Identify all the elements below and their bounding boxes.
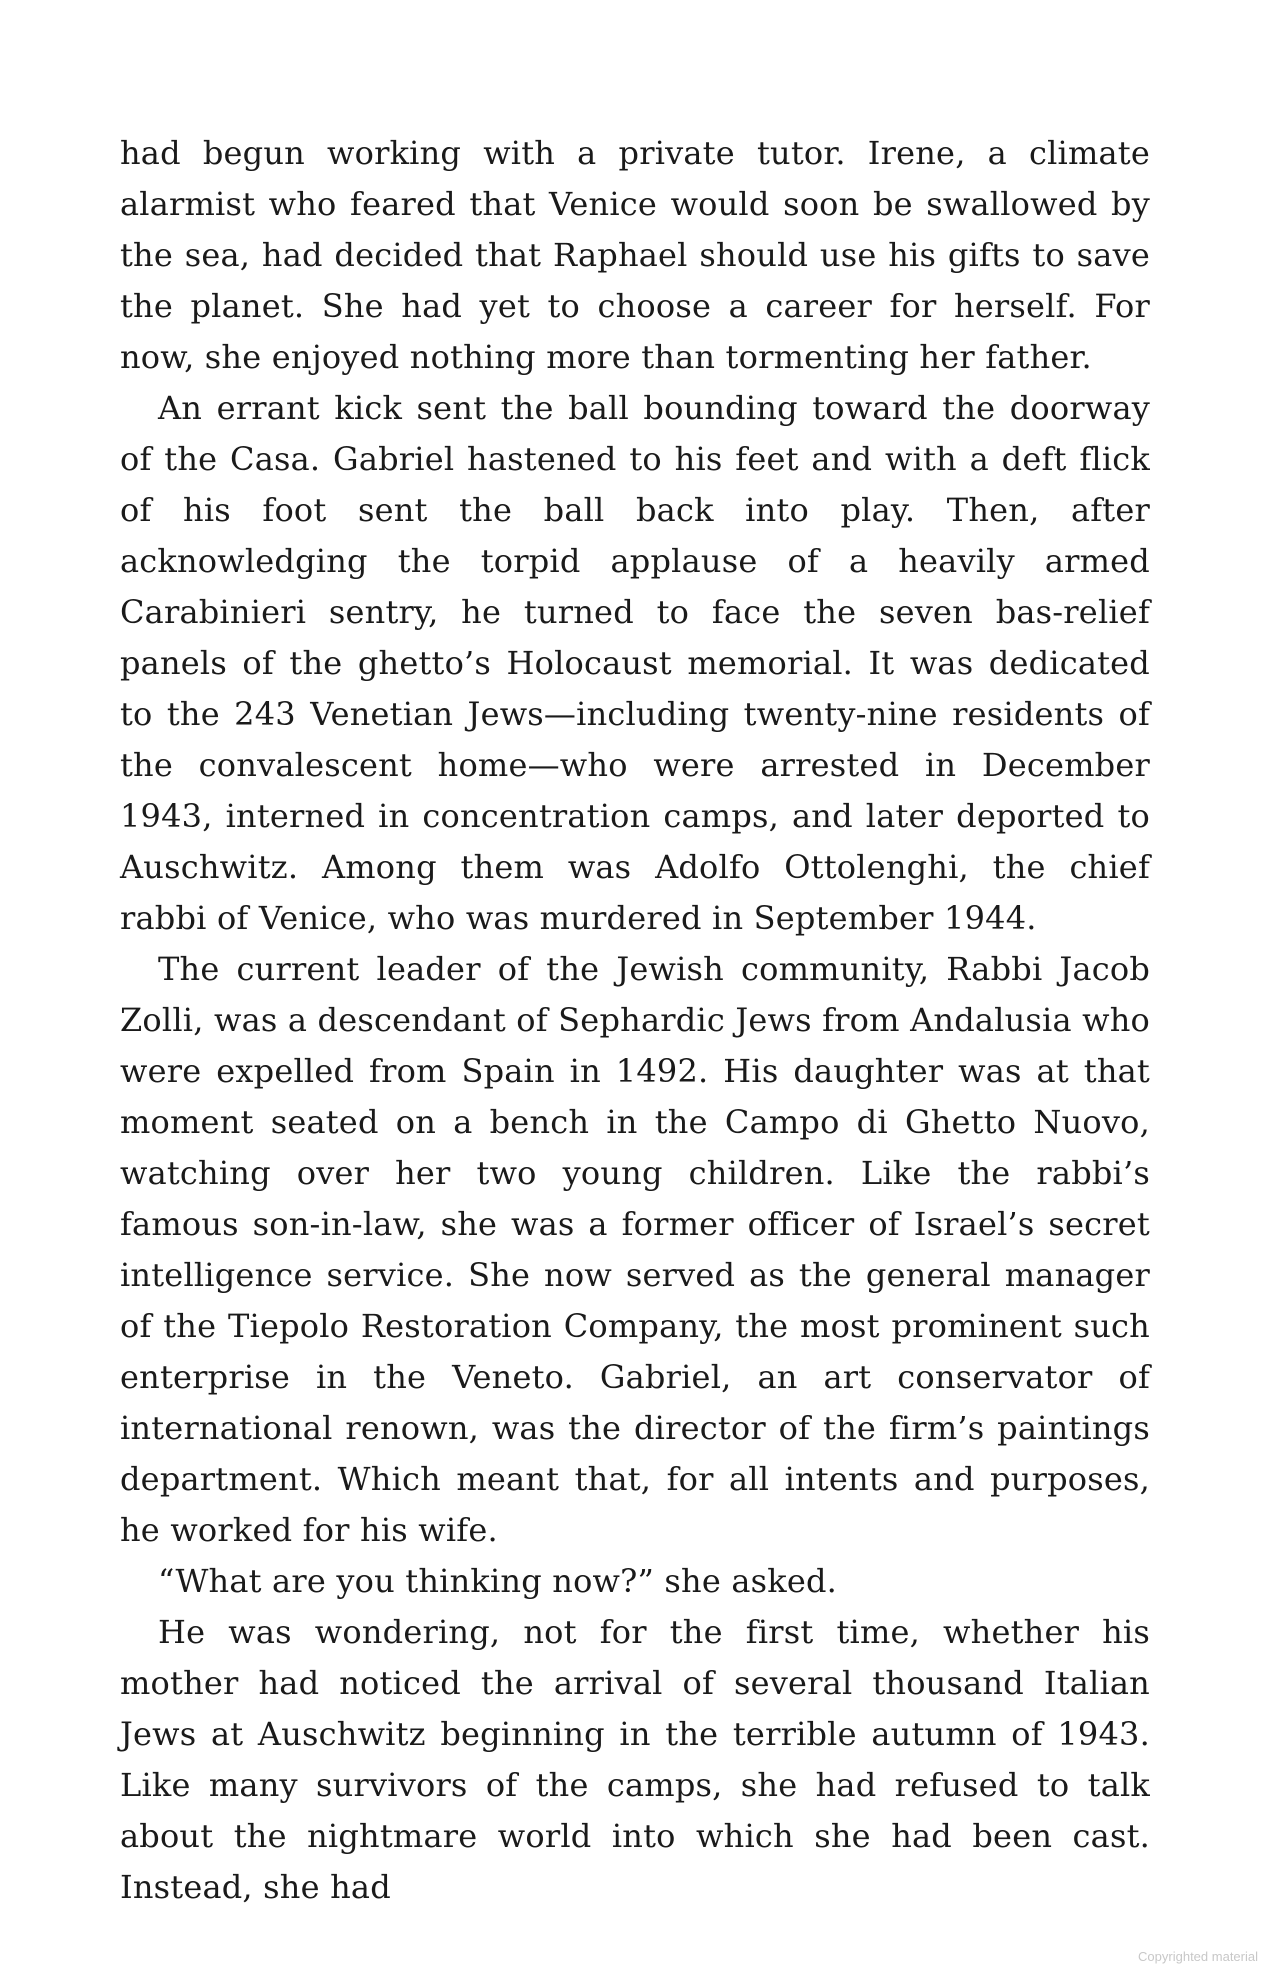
paragraph-3: The current leader of the Jewish community, Rabbi Jacob Zolli, was a descendant of Sephardic Jews from Andalusia who were expelled from Spain in 1492. His daughter was at that moment seated on a bench in the Campo di Ghetto Nuovo, watching over her two young children. Like the rabbi’s famous son-in-law, she was a former officer of Israel’s secret intelligence service. She now served as the general manager of the Tiepolo Restoration Company, the most prominent such enterprise in the Veneto. Gabriel, an art conservator of international renown, was the director of the firm’s paintings department. Which meant that, for all intents and purposes, he worked for his wife. [120,950,1150,1549]
paragraph-5: He was wondering, not for the first time, whether his mother had noticed the arrival of several thousand Italian Jews at Auschwitz beginning in the terrible autumn of 1943. Like many survivors of the camps, she had refused to talk about the nightmare world into which she had been cast. Instead, she had [120,1613,1150,1906]
paragraph-1: had begun working with a private tutor. Irene, a climate alarmist who feared that Venice would soon be swallowed by the sea, had decided that Raphael should use his gifts to save the planet. She had yet to choose a career for herself. For now, she enjoyed nothing more than tormenting her father. [120,134,1150,376]
book-page-text [120,128,1150,1913]
paragraph-2: An errant kick sent the ball bounding toward the doorway of the Casa. Gabriel hastened to his feet and with a deft flick of his foot sent the ball back into play. Then, after acknowledging the torpid applause of a heavily armed Carabinieri sentry, he turned to face the seven bas-relief panels of the ghetto’s Holocaust memorial. It was dedicated to the 243 Venetian Jews—including twenty-nine residents of the convalescent home—who were arrested in December 1943, interned in concentration camps, and later deported to Auschwitz. Among them was Adolfo Ottolenghi, the chief rabbi of Venice, who was murdered in September 1944. [120,389,1150,937]
copyright-watermark: Copyrighted material [1138,1949,1258,1964]
paragraph-4: “What are you thinking now?” she asked. [158,1562,838,1600]
